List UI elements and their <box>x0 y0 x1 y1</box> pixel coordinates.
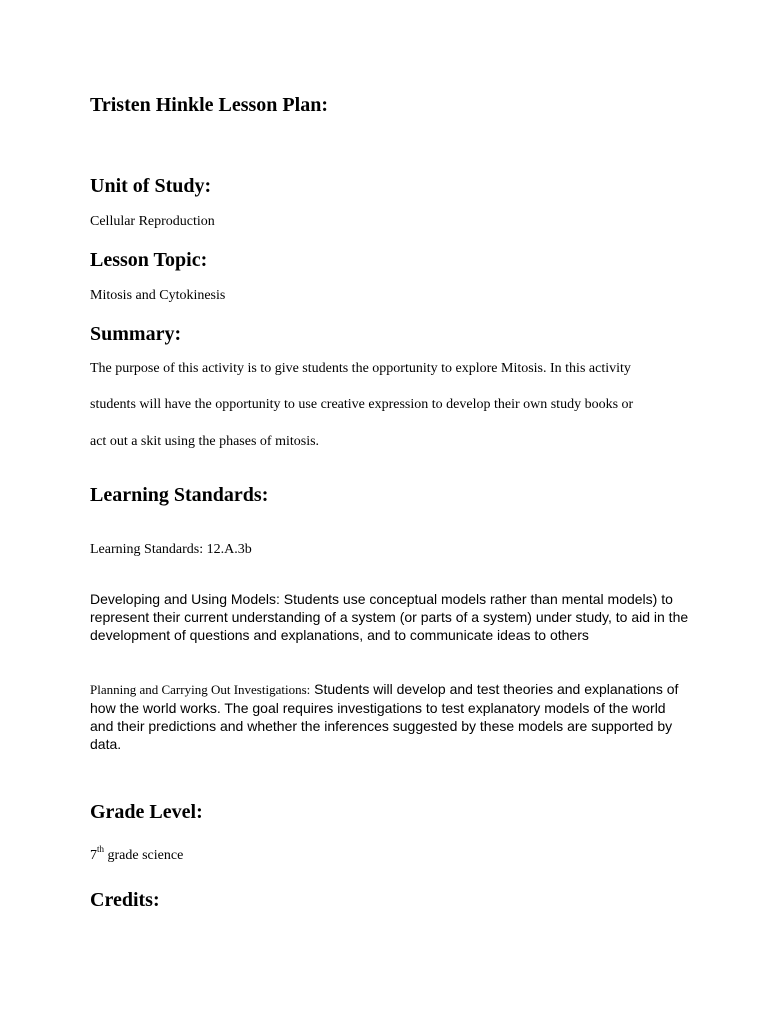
grade-number: 7 <box>90 848 97 863</box>
models-paragraph: Developing and Using Models: Students use conceptual models rather than mental models) to represent their current understanding of a system (or parts of a system) under study, to aid in the development of questions and explanations, and to communicate ideas to others <box>90 591 689 643</box>
grade-suffix: th <box>97 844 105 855</box>
learning-standards-code: Learning Standards: 12.A.3b <box>90 542 252 557</box>
grade-level-value <box>90 844 184 865</box>
unit-of-study-heading: Unit of Study: <box>90 175 212 197</box>
unit-of-study-value: Cellular Reproduction <box>90 214 215 229</box>
grade-rest: grade science <box>104 848 184 863</box>
investigations-label: Planning and Carrying Out Investigations: <box>90 682 311 697</box>
learning-standards-heading: Learning Standards: <box>90 484 269 506</box>
summary-line: students will have the opportunity to use creative expression to develop their own study books or <box>90 397 634 412</box>
summary-line: act out a skit using the phases of mitosis. <box>90 434 320 449</box>
grade-level-heading: Grade Level: <box>90 801 203 823</box>
investigations-text: Students will develop and test theories and explanations of how the world works. The goal requires investigations to test explanatory models of the world and their predictions and whether the inferences suggested by these models are supported by data. <box>90 681 679 752</box>
summary-line: The purpose of this activity is to give students the opportunity to explore Mitosis. In this activity <box>90 361 631 376</box>
credits-heading: Credits: <box>90 889 160 911</box>
investigations-paragraph <box>90 680 690 753</box>
lesson-topic-heading: Lesson Topic: <box>90 249 208 271</box>
summary-heading: Summary: <box>90 323 182 345</box>
lesson-topic-value: Mitosis and Cytokinesis <box>90 288 226 303</box>
page-title: Tristen Hinkle Lesson Plan: <box>90 94 328 116</box>
